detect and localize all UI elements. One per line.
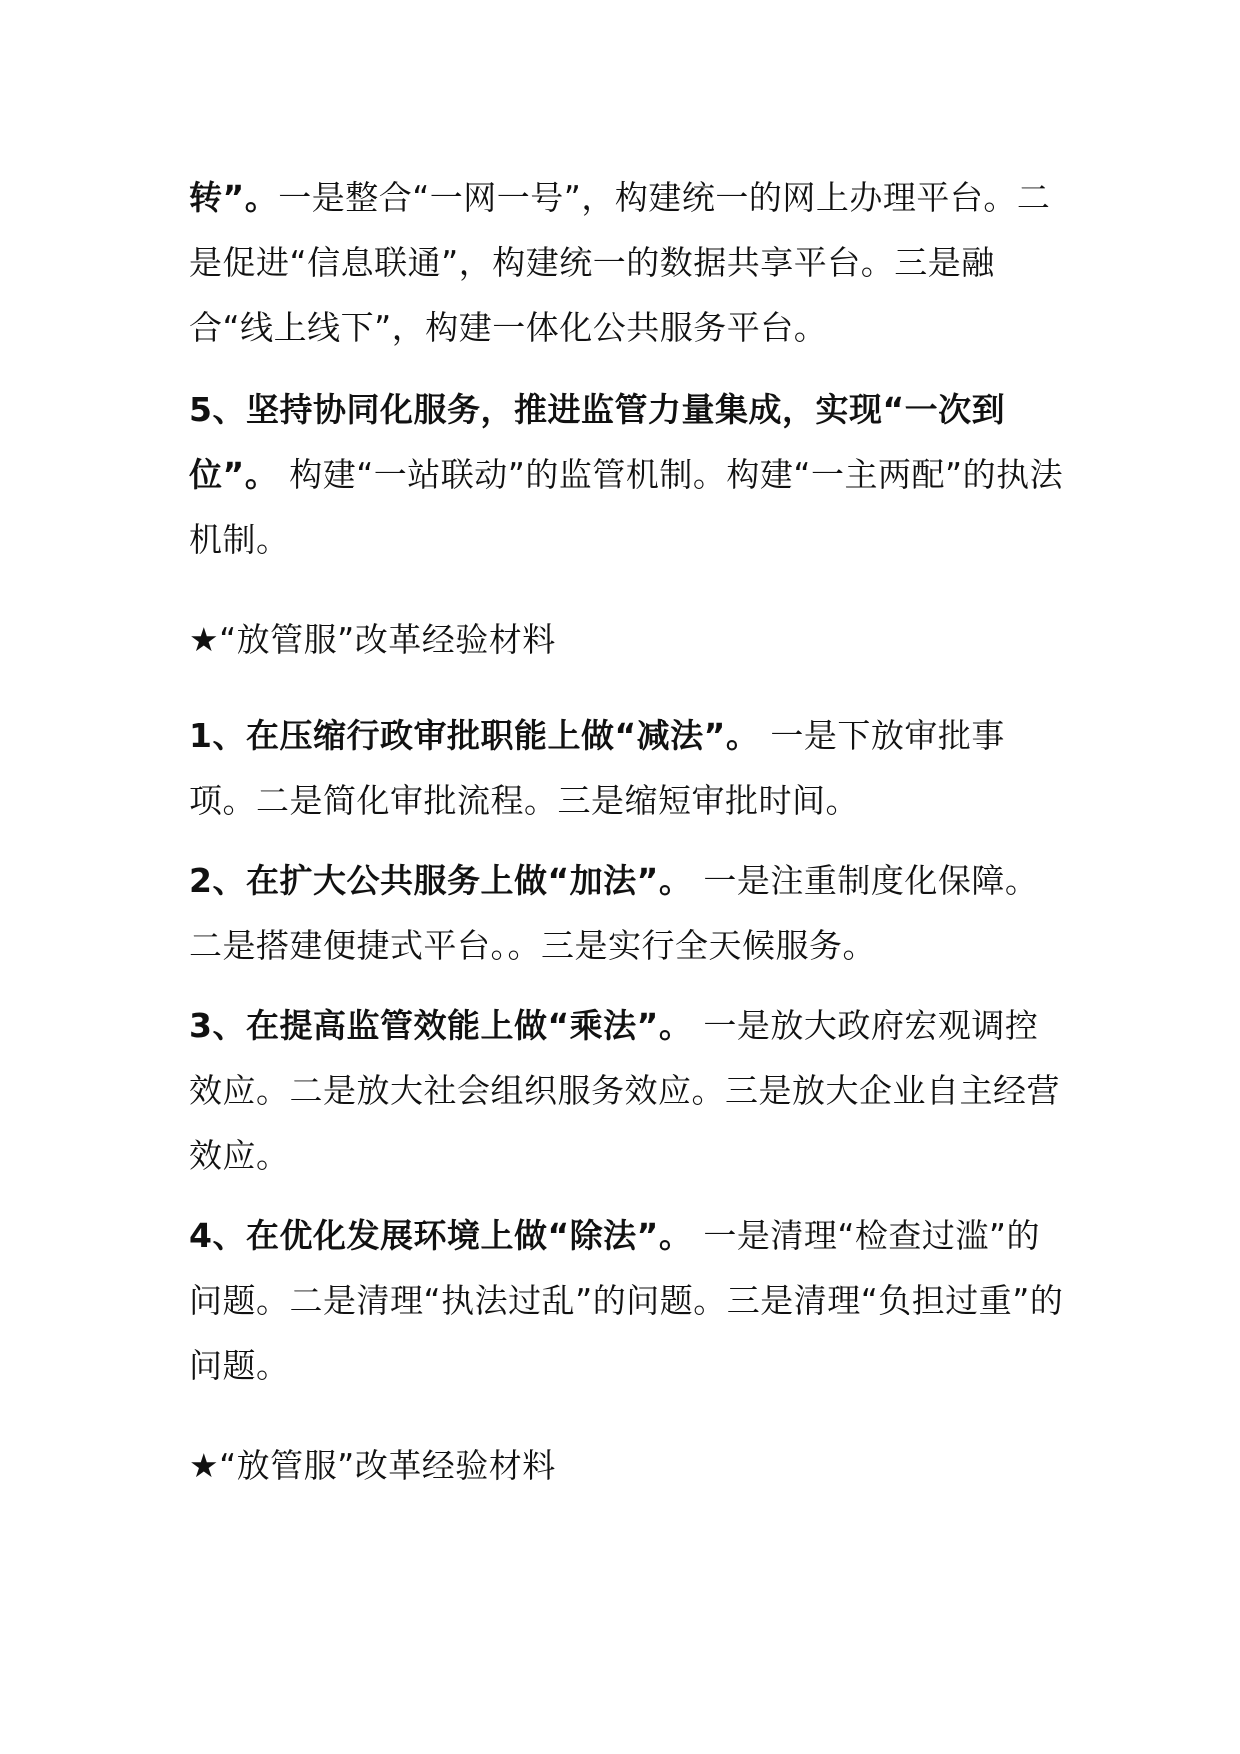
list-item	[189, 1203, 1069, 1398]
item-heading: 3、在提高监管效能上做“乘法”。	[189, 1006, 693, 1045]
section-heading: ★“放管服”改革经验材料	[189, 620, 556, 659]
item-heading: 1、在压缩行政审批职能上做“减法”。	[189, 716, 760, 755]
list-item	[189, 703, 1069, 833]
section-heading: ★“放管服”改革经验材料	[189, 1446, 556, 1485]
paragraph-body: 一是整合“一网一号”，构建统一的网上办理平台。二是促进“信息联通”，构建统一的数据共享平台。三是融合“线上线下”，构建一体化公共服务平台。	[189, 178, 1051, 347]
numbered-item-5	[189, 377, 1069, 572]
item-body: 一是注重制度化保障。二是搭建便捷式平台。。三是实行全天候服务。	[189, 861, 1039, 965]
item-body: 构建“一站联动”的监管机制。构建“一主两配”的执法机制。	[189, 455, 1064, 559]
item-body: 一是清理“检查过滥”的问题。二是清理“执法过乱”的问题。三是清理“负担过重”的问题。	[189, 1216, 1064, 1385]
paragraph-lead: 转”。	[189, 178, 279, 217]
list-item	[189, 848, 1069, 978]
item-heading: 5、坚持协同化服务，推进监管力量集成，实现“一次到位”。	[189, 390, 1006, 494]
item-heading: 2、在扩大公共服务上做“加法”。	[189, 861, 693, 900]
list-item	[189, 993, 1069, 1188]
item-body: 一是下放审批事项。二是简化审批流程。三是缩短审批时间。	[189, 716, 1005, 820]
item-body: 一是放大政府宏观调控效应。二是放大社会组织服务效应。三是放大企业自主经营效应。	[189, 1006, 1060, 1175]
item-heading: 4、在优化发展环境上做“除法”。	[189, 1216, 693, 1255]
paragraph-continuation	[189, 165, 1069, 360]
